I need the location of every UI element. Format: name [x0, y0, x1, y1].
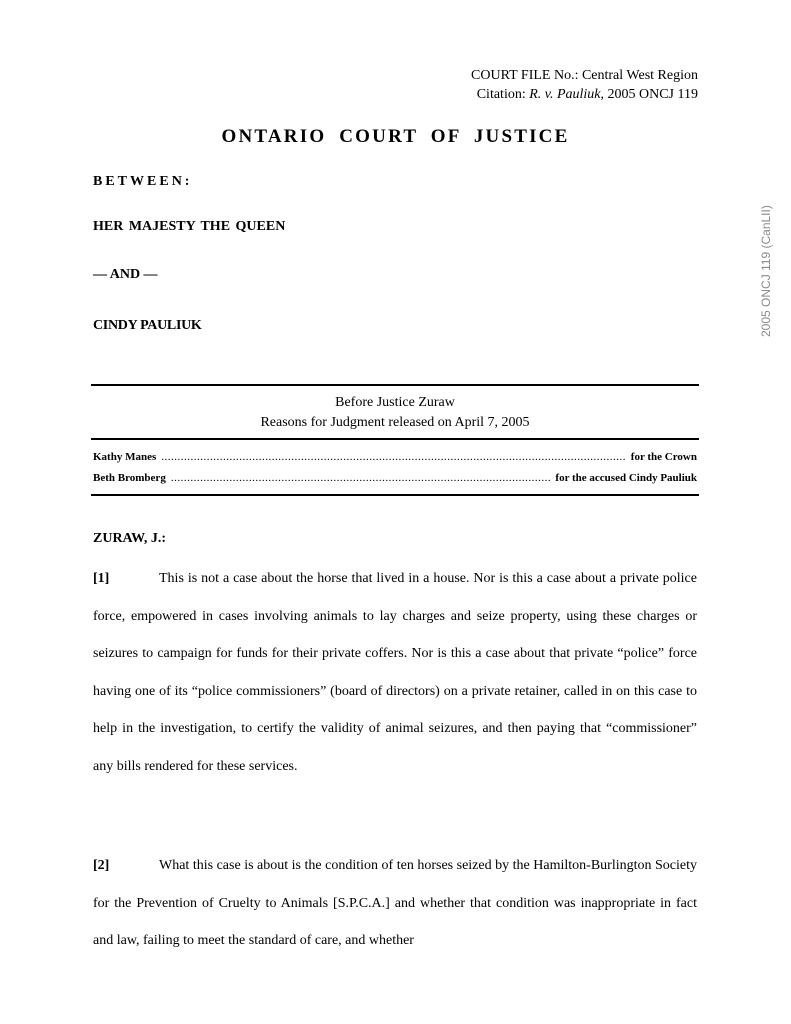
judge-heading: ZURAW, J.:	[93, 531, 166, 546]
counsel-role: for the Crown	[630, 451, 697, 463]
divider-rule	[91, 438, 699, 440]
citation	[477, 85, 698, 104]
party-accused: CINDY PAULIUK	[93, 318, 202, 333]
citation-suffix: , 2005 ONCJ 119	[600, 87, 698, 102]
court-title: ONTARIO COURT OF JUSTICE	[221, 126, 570, 147]
counsel-row-defence	[93, 472, 697, 484]
citation-prefix: Citation:	[476, 87, 526, 102]
divider-rule	[91, 384, 699, 386]
before-justice: Before Justice Zuraw	[335, 395, 455, 410]
reasons-released: Reasons for Judgment released on April 7, 2005	[260, 415, 530, 430]
paragraph-2	[93, 847, 697, 960]
paragraph-text: What this case is about is the condition of ten horses seized by the Hamilton-Burlington Society for the Prevention of Cruelty to Animals [S.P.C.A.] and whether that condition was inappropriate in fact and law, failing to meet the standard of care, and whether	[93, 858, 697, 948]
citation-case-name: R. v. Pauliuk	[529, 87, 601, 102]
divider-rule	[91, 494, 699, 496]
dot-leader	[161, 451, 626, 463]
court-file-number: COURT FILE No.: Central West Region	[471, 68, 698, 83]
paragraph-1	[93, 560, 697, 785]
paragraph-number: [1]	[93, 571, 110, 586]
between-label: BETWEEN:	[93, 174, 193, 189]
dot-leader	[171, 472, 551, 484]
paragraph-number: [2]	[93, 858, 110, 873]
canlii-watermark: 2005 ONCJ 119 (CanLII)	[759, 205, 773, 337]
paragraph-text: This is not a case about the horse that lived in a house. Nor is this a case about a private police force, empowered in cases involving animals to lay charges and seize property, using these charges or seizures to campaign for funds for their private coffers. Nor is this a case about that private “police” force having one of its “police commissioners” (board of directors) on a private retainer, called in on this case to help in the investigation, to certify the validity of animal seizures, and then paying that “commissioner” any bills rendered for these services.	[93, 571, 697, 774]
counsel-name: Kathy Manes	[93, 451, 157, 463]
counsel-role: for the accused Cindy Pauliuk	[555, 472, 697, 484]
party-crown: HER MAJESTY THE QUEEN	[93, 219, 286, 234]
counsel-row-crown	[93, 451, 697, 463]
and-separator: — AND —	[93, 267, 158, 282]
counsel-name: Beth Bromberg	[93, 472, 166, 484]
